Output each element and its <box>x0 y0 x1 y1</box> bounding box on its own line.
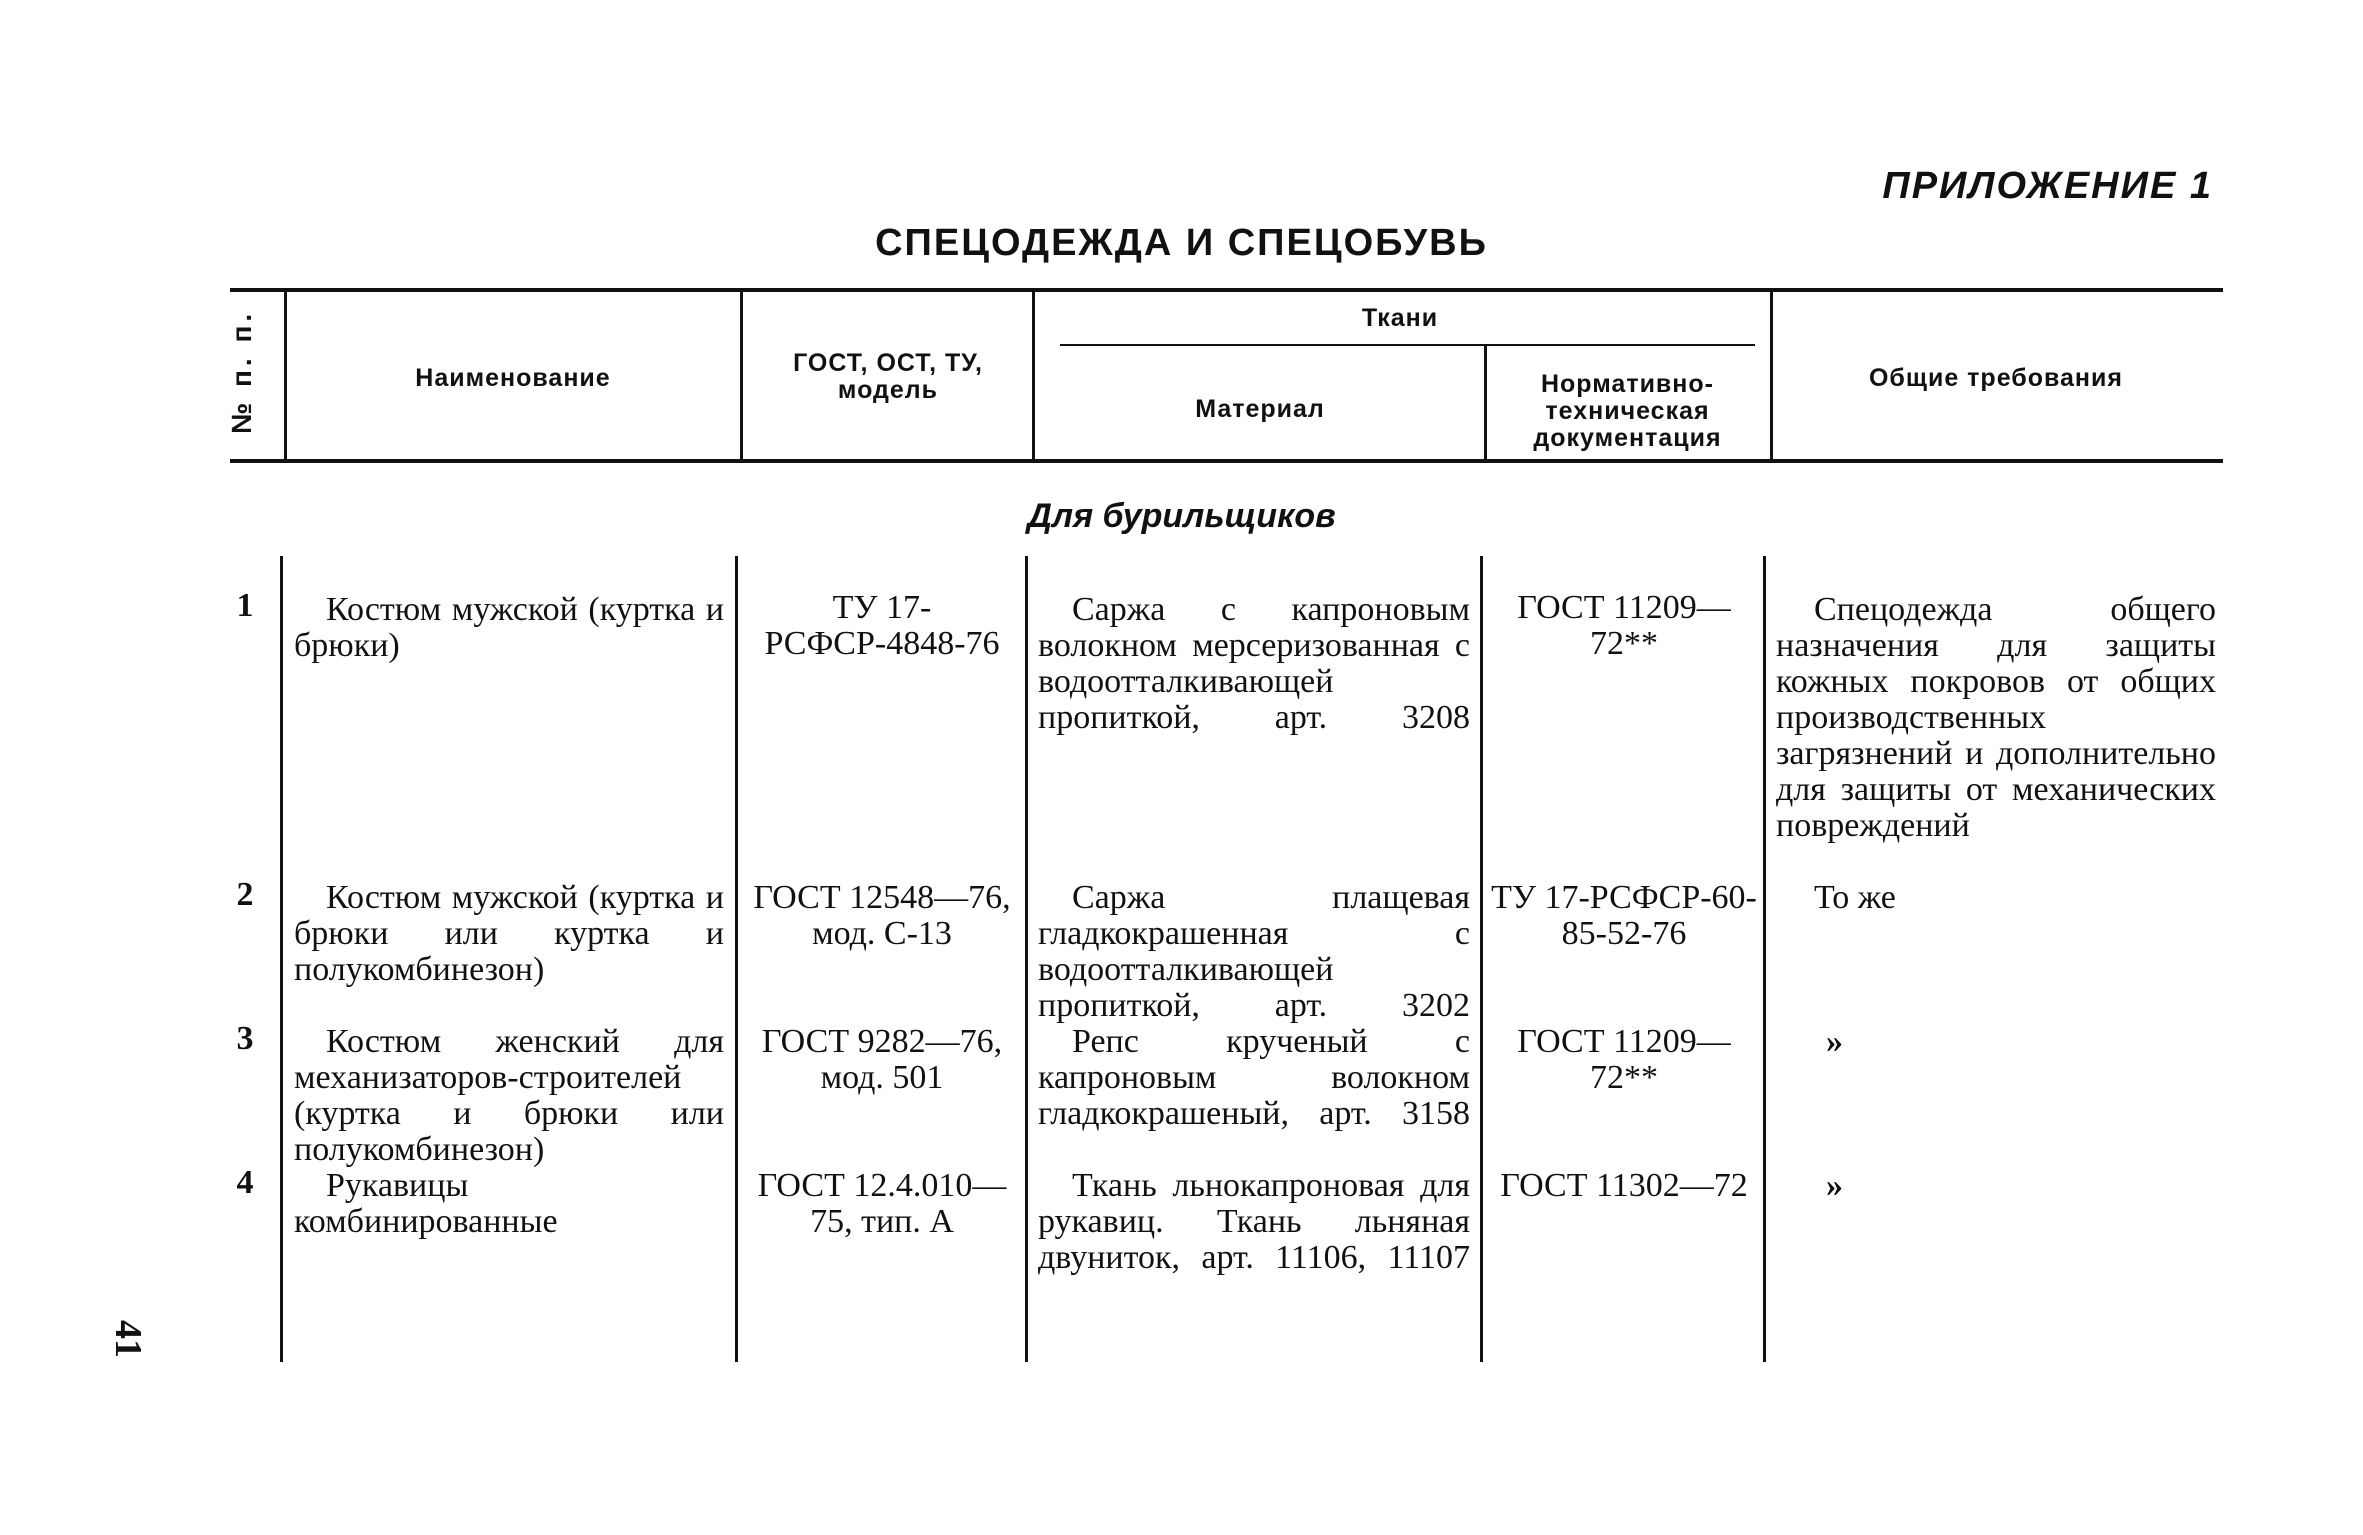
fabrics-rule <box>1060 344 1755 346</box>
header-divider <box>740 292 743 459</box>
row-name: Костюм мужской (куртка и брюки или куртка и полукомбинезон) <box>294 879 724 988</box>
row-name: Костюм мужской (куртка и брюки) <box>294 591 724 664</box>
header-normative: Нормативно-техническая документация <box>1533 370 1722 452</box>
row-material: Саржа плащевая гладкокрашенная с водоотталкивающей пропиткой, арт. 3202 <box>1038 879 1470 1024</box>
row-name: Костюм женский для механизаторов-строителей (куртка и брюки или полукомбинезон) <box>294 1023 724 1168</box>
row-requirements: » <box>1826 1167 1843 1204</box>
column-divider <box>1025 556 1028 1362</box>
header-fabrics: Ткани <box>1361 304 1439 332</box>
row-material: Репс крученый с капроновым волокном гладкокрашеный, арт. 3158 <box>1038 1023 1470 1132</box>
row-number: 2 <box>236 876 254 913</box>
row-requirements: То же <box>1814 879 1896 916</box>
row-material: Саржа с капроновым волокном мерсеризованная с водоотталкивающей пропиткой, арт. 3208 <box>1038 591 1470 736</box>
row-normative: ГОСТ 11302—72 <box>1500 1167 1748 1204</box>
header-material: Материал <box>1195 395 1325 423</box>
row-standard: ГОСТ 12.4.010—75, тип. А <box>757 1167 1007 1240</box>
row-name: Рукавицы комбинированные <box>294 1167 558 1240</box>
row-standard: ГОСТ 9282—76, мод. 501 <box>761 1023 1003 1096</box>
row-number: 4 <box>236 1164 254 1201</box>
column-divider <box>735 556 738 1362</box>
row-standard: ТУ 17-РСФСР-4848-76 <box>764 589 1000 662</box>
table-top-rule <box>230 288 2223 292</box>
row-number: 3 <box>236 1020 254 1057</box>
page-number: 41 <box>107 1320 149 1358</box>
row-number: 1 <box>236 587 254 624</box>
header-divider <box>1770 292 1773 459</box>
row-requirements: » <box>1826 1023 1843 1060</box>
section-title: Для бурильщиков <box>1027 497 1336 535</box>
row-normative: ГОСТ 11209—72** <box>1517 589 1731 662</box>
header-standard: ГОСТ, ОСТ, ТУ, модель <box>793 349 983 404</box>
header-divider <box>284 292 287 459</box>
column-divider <box>1480 556 1483 1362</box>
header-name: Наименование <box>415 364 611 392</box>
appendix-label: ПРИЛОЖЕНИЕ 1 <box>1882 165 2213 207</box>
page-title: СПЕЦОДЕЖДА И СПЕЦОБУВЬ <box>875 222 1488 264</box>
header-divider <box>1032 292 1035 459</box>
header-bottom-rule <box>230 459 2223 463</box>
column-divider <box>1763 556 1766 1362</box>
row-standard: ГОСТ 12548—76, мод. С-13 <box>753 879 1011 952</box>
row-requirements: Спецодежда общего назначения для защиты кожных покровов от общих производственных загрязнений и дополнительно для защиты от механических повреждений <box>1776 591 2216 844</box>
column-divider <box>280 556 283 1362</box>
row-normative: ГОСТ 11209—72** <box>1517 1023 1731 1096</box>
header-divider <box>1484 346 1487 459</box>
header-num: № п. п. <box>226 309 257 434</box>
row-material: Ткань льнокапроновая для рукавиц. Ткань льняная двуниток, арт. 11106, 11107 <box>1038 1167 1470 1276</box>
row-normative: ТУ 17-РСФСР-60-85-52-76 <box>1491 879 1757 952</box>
header-requirements: Общие требования <box>1868 364 2123 392</box>
